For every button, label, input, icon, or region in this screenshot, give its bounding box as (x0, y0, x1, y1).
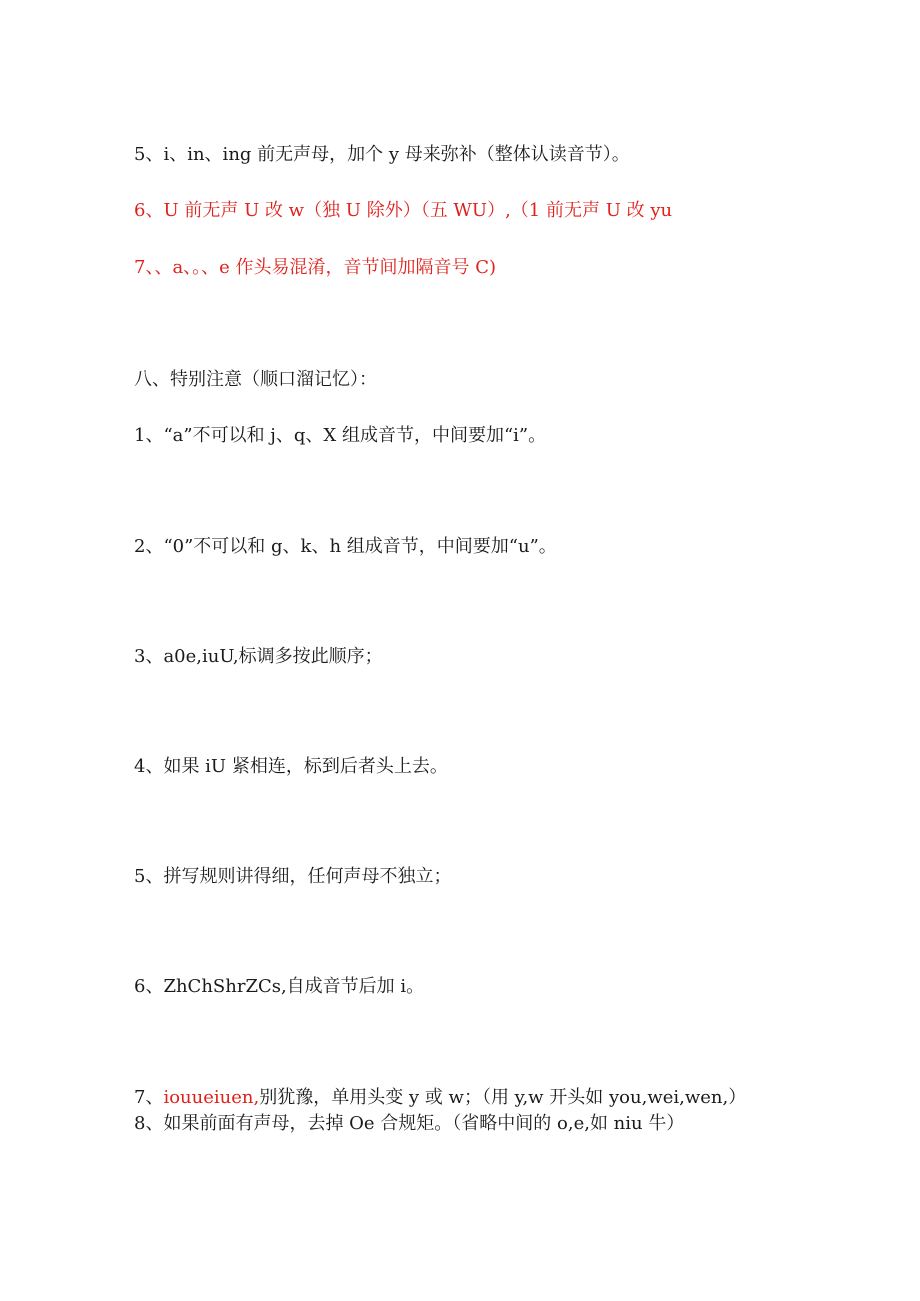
note-7-number: 7、 (134, 1087, 164, 1108)
note-6: 6、ZhChShrZCs,自成音节后加 i。 (134, 976, 425, 997)
note-7-rest: 别犹豫，单用头变 y 或 w；（用 y,w 开头如 you,wei,wen,） (259, 1087, 747, 1108)
rule-7: 7、、a、。、e 作头易混淆，音节间加隔音号 C) (134, 257, 497, 278)
note-4: 4、如果 iU 紧相连，标到后者头上去。 (134, 756, 448, 777)
note-3: 3、a0e,iuU,标调多按此顺序； (134, 646, 383, 667)
note-8: 8、如果前面有声母，去掉 Oe 合规矩。（省略中间的 o,e,如 niu 牛） (134, 1113, 685, 1134)
note-5: 5、拼写规则讲得细，任何声母不独立； (134, 866, 452, 887)
rule-5: 5、i、in、ing 前无声母，加个 y 母来弥补（整体认读音节）。 (134, 144, 630, 165)
rule-6: 6、U 前无声 U 改 w（独 U 除外）（五 WU）,（1 前无声 U 改 yu (134, 200, 673, 221)
note-1: 1、“a”不可以和 j、q、X 组成音节，中间要加“i”。 (134, 425, 547, 446)
note-7 (134, 1086, 746, 1110)
note-2: 2、“0”不可以和 g、k、h 组成音节，中间要加“u”。 (134, 536, 557, 557)
note-7-highlight: iouueiuen, (163, 1087, 260, 1108)
section-title: 八、特别注意（顺口溜记忆）： (134, 369, 377, 390)
